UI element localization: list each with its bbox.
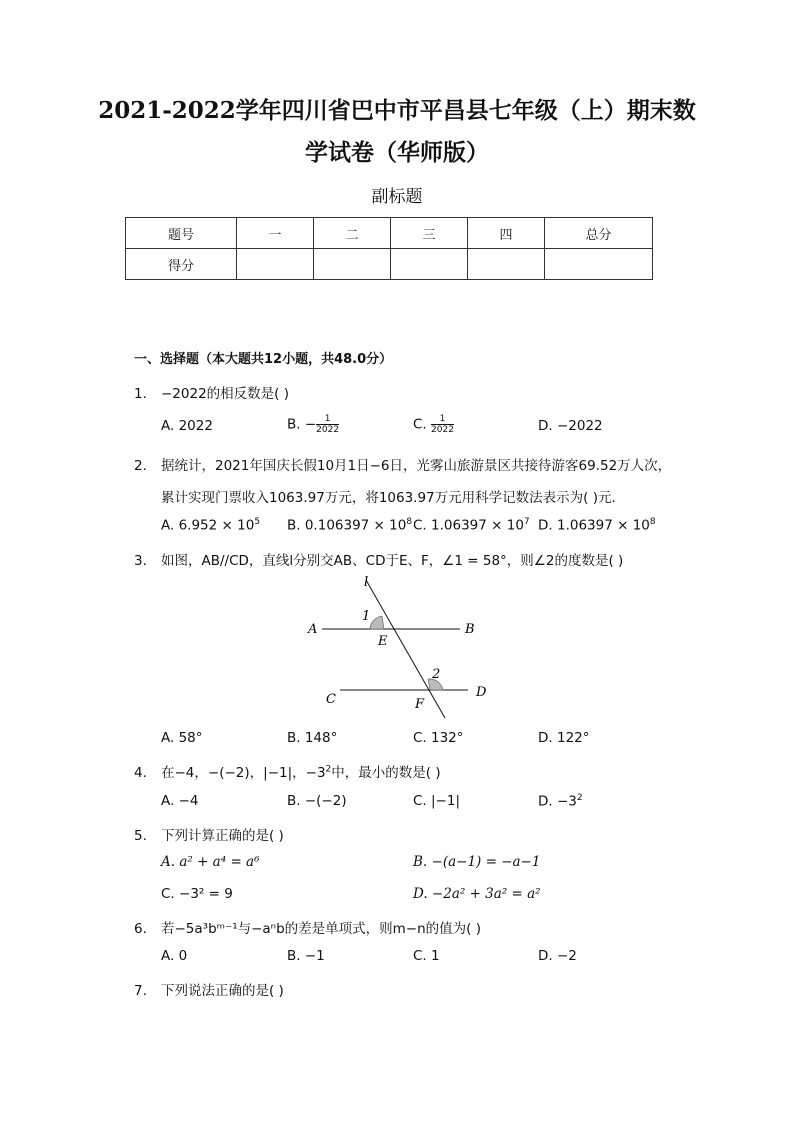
q3-option-d[interactable]: D. 122°: [538, 730, 590, 746]
q2-option-c[interactable]: [413, 517, 530, 534]
q5-option-b[interactable]: B. −(a−1) = −a−1: [413, 854, 541, 870]
option-base: B. 0.106397 × 10: [287, 517, 407, 534]
label-angle-2: 2: [432, 667, 441, 682]
question-number: 4.: [134, 765, 147, 781]
question-text-line1: 据统计，2021年国庆长假10月1日−6日，光雾山旅游景区共接待游客69.52万人次，: [161, 458, 672, 474]
exponent: 8: [649, 517, 656, 527]
exponent: 2: [325, 764, 332, 775]
header-cell: 题号: [126, 218, 237, 249]
fraction: [316, 414, 339, 435]
denominator: 2022: [316, 425, 340, 435]
q1-option-c[interactable]: [413, 414, 454, 435]
score-table-header-row: [126, 218, 653, 249]
q1-option-a[interactable]: A. 2022: [161, 418, 213, 434]
q4-option-a[interactable]: A. −4: [161, 793, 199, 809]
q4-option-d[interactable]: [538, 793, 583, 810]
question-3: [134, 549, 623, 569]
label-b: B: [465, 622, 475, 637]
question-number: 2.: [134, 458, 147, 474]
option-base: C. 1.06397 × 10: [413, 517, 524, 534]
q3-option-c[interactable]: C. 132°: [413, 730, 464, 746]
q1-option-d[interactable]: D. −2022: [538, 418, 603, 434]
label-c: C: [326, 692, 336, 707]
q1-option-b-label: B. −: [287, 416, 317, 433]
score-table: [125, 217, 653, 280]
q3-option-b[interactable]: B. 148°: [287, 730, 338, 746]
q1-option-c-label: C.: [413, 416, 432, 433]
question-1: [134, 382, 289, 402]
question-2-line2: 累计实现门票收入1063.97万元，将1063.97万元用科学记数法表示为( )元．: [161, 490, 625, 506]
question-number: 6.: [134, 921, 147, 937]
q2-option-b[interactable]: [287, 517, 412, 534]
question-text: −2022的相反数是( ): [161, 386, 289, 402]
section-heading: 一、选择题（本大题共12小题，共48.0分）: [134, 352, 393, 367]
fraction: [431, 414, 454, 435]
option-base: D. −3: [538, 793, 577, 810]
transversal-l: [366, 580, 445, 718]
subtitle: 副标题: [371, 187, 423, 207]
q4-option-c[interactable]: C. |−1|: [413, 793, 461, 809]
exponent: 8: [406, 517, 413, 527]
question-2: [134, 454, 671, 474]
question-text: 下列计算正确的是( ): [161, 828, 284, 844]
q4-option-b[interactable]: B. −(−2): [287, 793, 347, 809]
score-cell[interactable]: [314, 249, 391, 280]
option-base: A. 6.952 × 10: [161, 517, 255, 534]
header-cell: 三: [391, 218, 468, 249]
denominator: 2022: [431, 425, 454, 435]
exponent: 7: [523, 517, 530, 527]
header-cell: 四: [468, 218, 545, 249]
parallel-lines-figure: [300, 572, 500, 722]
question-6: [134, 917, 481, 937]
question-number: 5.: [134, 828, 147, 844]
numerator: 1: [324, 414, 331, 424]
label-d: D: [476, 685, 487, 700]
score-cell[interactable]: [391, 249, 468, 280]
label-a: A: [308, 622, 318, 637]
q1-option-b[interactable]: [287, 414, 339, 435]
q3-option-a[interactable]: A. 58°: [161, 730, 203, 746]
q6-option-b[interactable]: B. −1: [287, 948, 325, 964]
header-cell: 二: [314, 218, 391, 249]
question-4: [134, 761, 441, 781]
question-text: 如图，AB//CD，直线l分别交AB、CD于E、F，∠1 = 58°，则∠2的度数是( ): [161, 553, 624, 569]
option-base: D. 1.06397 × 10: [538, 517, 650, 534]
q2-option-d[interactable]: [538, 517, 656, 534]
label-angle-1: 1: [362, 609, 371, 624]
title-line-1: 2021-2022学年四川省巴中市平昌县七年级（上）期末数: [98, 97, 696, 124]
q5-option-d[interactable]: D. −2a² + 3a² = a²: [413, 886, 541, 902]
q5-option-a[interactable]: A. a² + a⁴ = a⁶: [161, 854, 260, 870]
question-number: 7.: [134, 983, 147, 999]
q2-option-a[interactable]: [161, 517, 260, 534]
question-text-post: 中，最小的数是( ): [331, 765, 441, 781]
title-line-2: 学试卷（华师版）: [305, 139, 489, 166]
label-e: E: [378, 634, 388, 649]
q6-option-c[interactable]: C. 1: [413, 948, 440, 964]
score-cell[interactable]: [545, 249, 653, 280]
q5-option-c[interactable]: C. −3² = 9: [161, 886, 233, 902]
score-row-label: 得分: [126, 249, 237, 280]
numerator: 1: [439, 414, 446, 424]
score-cell[interactable]: [237, 249, 314, 280]
label-l: l: [364, 575, 369, 590]
question-7: [134, 979, 284, 999]
header-cell: 一: [237, 218, 314, 249]
score-cell[interactable]: [468, 249, 545, 280]
score-table-score-row: [126, 249, 653, 280]
angle-1-mark: [370, 616, 384, 629]
question-5: [134, 824, 284, 844]
q6-option-d[interactable]: D. −2: [538, 948, 577, 964]
header-cell: 总分: [545, 218, 653, 249]
exponent: 5: [254, 517, 261, 527]
question-text: 若−5a³bᵐ⁻¹与−aⁿb的差是单项式，则m−n的值为( ): [161, 921, 481, 937]
exponent: 2: [576, 793, 583, 803]
question-text-pre: 在−4，−(−2)，|−1|，−3: [161, 765, 326, 781]
question-number: 1.: [134, 386, 147, 402]
label-f: F: [415, 697, 425, 712]
question-text: 下列说法正确的是( ): [161, 983, 284, 999]
question-number: 3.: [134, 553, 147, 569]
q6-option-a[interactable]: A. 0: [161, 948, 188, 964]
